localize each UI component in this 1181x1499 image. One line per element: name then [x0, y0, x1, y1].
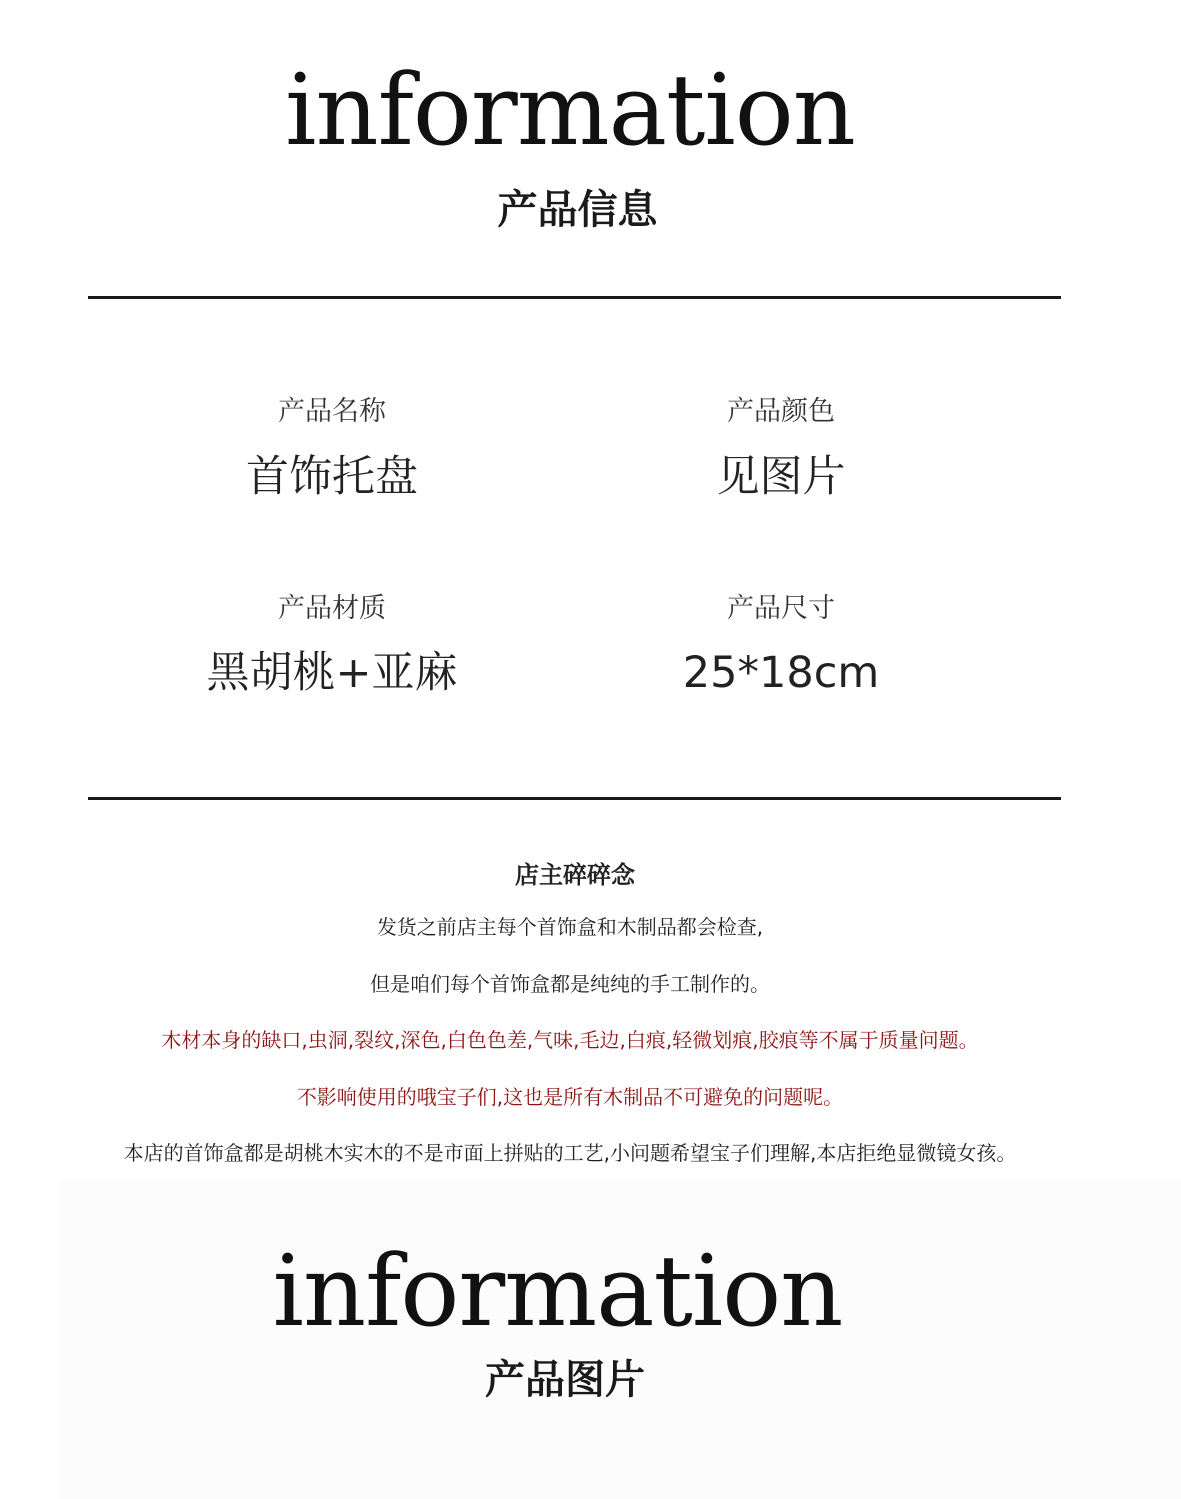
spec-color-label: 产品颜色	[727, 396, 835, 427]
top-divider	[88, 296, 1061, 299]
bottom-divider	[88, 797, 1061, 800]
info-heading-cn: 产品信息	[497, 187, 658, 233]
info-heading-en: information	[285, 54, 855, 168]
notes-line-3-warning: 木材本身的缺口,虫洞,裂纹,深色,白色色差,气味,毛边,白痕,轻微划痕,胶痕等不属于质量问题。	[161, 1028, 979, 1052]
spec-size-label: 产品尺寸	[727, 593, 835, 624]
spec-material-value: 黑胡桃+亚麻	[206, 648, 458, 698]
spec-material-label: 产品材质	[278, 593, 386, 624]
pics-heading-cn: 产品图片	[485, 1357, 645, 1403]
pics-heading-en: information	[272, 1235, 843, 1349]
spec-name-value: 首饰托盘	[246, 452, 418, 502]
spec-name-label: 产品名称	[278, 396, 386, 427]
notes-line-2: 但是咱们每个首饰盒都是纯纯的手工制作的。	[370, 972, 770, 996]
notes-line-1: 发货之前店主每个首饰盒和木制品都会检查,	[376, 915, 764, 939]
spec-color-value: 见图片	[716, 452, 846, 502]
notes-title: 店主碎碎念	[515, 861, 635, 889]
notes-line-5: 本店的首饰盒都是胡桃木实木的不是市面上拼贴的工艺,小问题希望宝子们理解,本店拒绝显微镜女孩。	[123, 1141, 1017, 1165]
notes-line-4-warning: 不影响使用的哦宝子们,这也是所有木制品不可避免的问题呢。	[296, 1085, 844, 1109]
spec-size-value: 25*18cm	[682, 648, 880, 698]
